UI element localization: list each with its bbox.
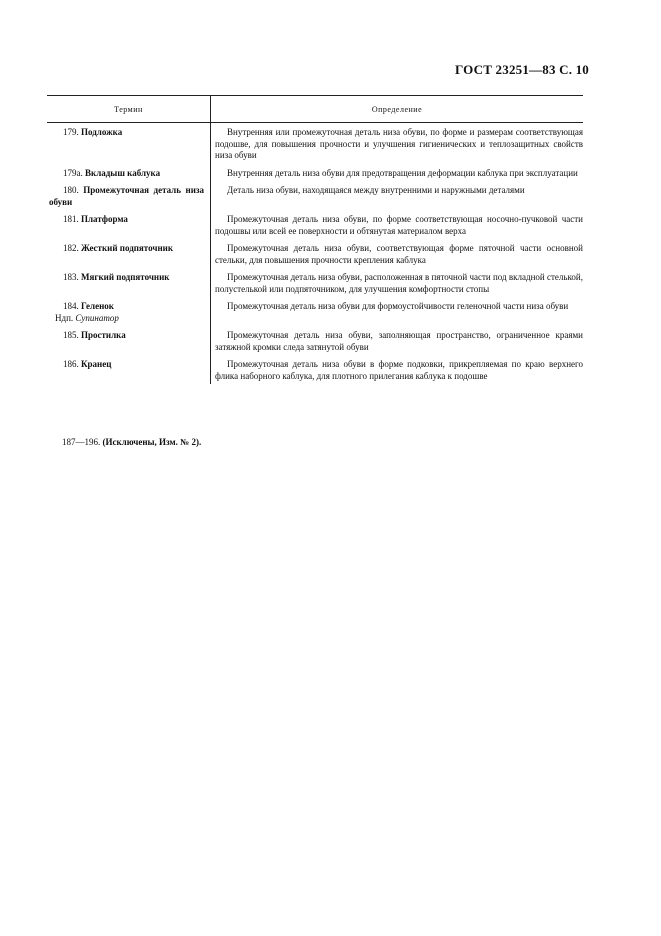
term-cell — [47, 359, 210, 382]
table-body — [47, 123, 583, 384]
term-number: 182. — [63, 243, 79, 253]
table-row — [47, 164, 583, 182]
table-row — [47, 268, 583, 297]
term-number: 183. — [63, 272, 79, 282]
table-row — [47, 326, 583, 355]
definition-text: Внутренняя деталь низа обуви для предотвращения деформации каблука при эксплуатации — [227, 167, 578, 178]
term-name: Жесткий подпяточник — [81, 243, 174, 253]
term-name: Платформа — [81, 214, 128, 224]
excluded-range: 187—196. — [62, 437, 101, 447]
definition-text: Промежуточная деталь низа обуви, соответствующая форме пяточной части основной стельки, для повышения прочности крепления каблука — [215, 243, 583, 265]
term-number: 180. — [63, 185, 79, 195]
term-name: Кранец — [81, 359, 112, 369]
definition-cell — [210, 359, 583, 382]
definition-text: Промежуточная деталь низа обуви для формоустойчивости геленочной части низа обуви — [227, 301, 569, 311]
definition-cell — [210, 185, 583, 208]
term-cell — [47, 214, 210, 237]
term-cell — [47, 185, 210, 208]
table-row — [47, 123, 583, 164]
definition-cell — [210, 330, 583, 353]
definition-text: Промежуточная деталь низа обуви, заполняющая пространство, ограниченное краями затяжной кромки следа затянутой обуви — [215, 330, 583, 352]
term-name: Промежуточная деталь низа обуви — [49, 185, 205, 207]
definition-cell — [210, 243, 583, 266]
excluded-note-text: (Исключены, Изм. № 2). — [102, 437, 202, 447]
definition-cell — [210, 214, 583, 237]
term-name: Вкладыш каблука — [85, 167, 161, 178]
term-cell — [47, 301, 210, 324]
table-row — [47, 239, 583, 268]
term-cell — [47, 243, 210, 266]
term-name: Мягкий подпяточник — [81, 272, 170, 282]
definition-text: Деталь низа обуви, находящаяся между внутренними и наружными деталями — [227, 185, 525, 195]
definition-text: Промежуточная деталь низа обуви, по форме соответствующая носочно-пучковой части подошвы или всей ее поверхности и обтянутая материалом верха — [215, 214, 583, 236]
term-number: 186. — [63, 359, 79, 369]
table-row — [47, 297, 583, 326]
definition-cell — [210, 272, 583, 295]
term-name: Геленок — [81, 301, 114, 311]
terms-table — [47, 95, 583, 384]
term-number: 179а. — [63, 167, 83, 178]
term-cell — [47, 330, 210, 353]
definition-text: Промежуточная деталь низа обуви в форме подковки, прикрепляемая по краю верхнего флика наборного каблука, для плотного прилегания каблука к подошве — [215, 359, 583, 381]
term-name: Простилка — [81, 330, 126, 340]
term-cell — [47, 127, 210, 162]
term-name: Подложка — [81, 127, 123, 137]
term-number: 179. — [63, 127, 79, 137]
column-header-definition: Определение — [371, 104, 423, 114]
column-header-term: Термин — [47, 96, 211, 122]
definition-cell — [210, 301, 583, 324]
term-number: 184. — [63, 301, 79, 311]
term-number: 181. — [63, 214, 79, 224]
term-cell — [47, 168, 210, 180]
deprecated-label: Ндп. — [55, 312, 74, 323]
deprecated-term: Супинатор — [75, 312, 119, 323]
definition-text: Внутренняя или промежуточная деталь низа обуви, по форме и размерам соответствующая подошве, для повышения прочности и улучшения гигиенических и теплозащитных свойств низа обуви — [215, 127, 583, 160]
table-row — [47, 355, 583, 384]
definition-text: Промежуточная деталь низа обуви, расположенная в пяточной части под вкладной стелькой, полустелькой или подпяточником, для улучшения комфортности стопы — [215, 272, 583, 294]
page-header-title: ГОСТ 23251—83 С. 10 — [455, 62, 589, 77]
table-header — [47, 95, 583, 123]
term-number: 185. — [63, 330, 79, 340]
table-row — [47, 181, 583, 210]
definition-cell — [210, 127, 583, 162]
excluded-terms-note — [62, 437, 201, 447]
table-row — [47, 210, 583, 239]
definition-cell — [210, 168, 583, 180]
term-cell — [47, 272, 210, 295]
